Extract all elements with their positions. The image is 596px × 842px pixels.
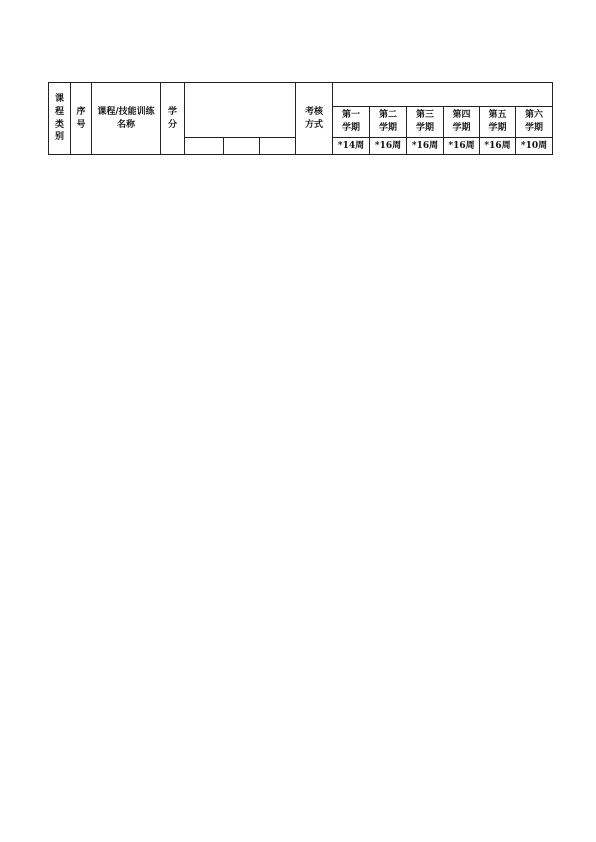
week-header: *16周 bbox=[407, 138, 444, 155]
header-practice bbox=[260, 138, 296, 155]
header-credit: 学 分 bbox=[161, 83, 185, 155]
header-weekly bbox=[333, 83, 553, 107]
header-assess: 考核方式 bbox=[296, 83, 333, 155]
header-hours bbox=[185, 83, 296, 138]
header-seq: 序 号 bbox=[71, 83, 92, 155]
week-header: *16周 bbox=[444, 138, 480, 155]
week-header: *16周 bbox=[480, 138, 516, 155]
week-header: *16周 bbox=[370, 138, 407, 155]
semester-header: 第二学期 bbox=[370, 107, 407, 138]
header-category: 课 程 类 别 bbox=[49, 83, 71, 155]
semester-header: 第一学期 bbox=[333, 107, 370, 138]
semester-header: 第五学期 bbox=[480, 107, 516, 138]
header-total bbox=[185, 138, 224, 155]
semester-header: 第三学期 bbox=[407, 107, 444, 138]
week-header: *14周 bbox=[333, 138, 370, 155]
week-header: *10周 bbox=[516, 138, 553, 155]
semester-header: 第六学期 bbox=[516, 107, 553, 138]
table-body bbox=[49, 83, 553, 155]
course-schedule-table bbox=[48, 82, 553, 155]
header-course: 课程/技能训练名称 bbox=[92, 83, 161, 155]
semester-header: 第四学期 bbox=[444, 107, 480, 138]
header-theory bbox=[224, 138, 260, 155]
